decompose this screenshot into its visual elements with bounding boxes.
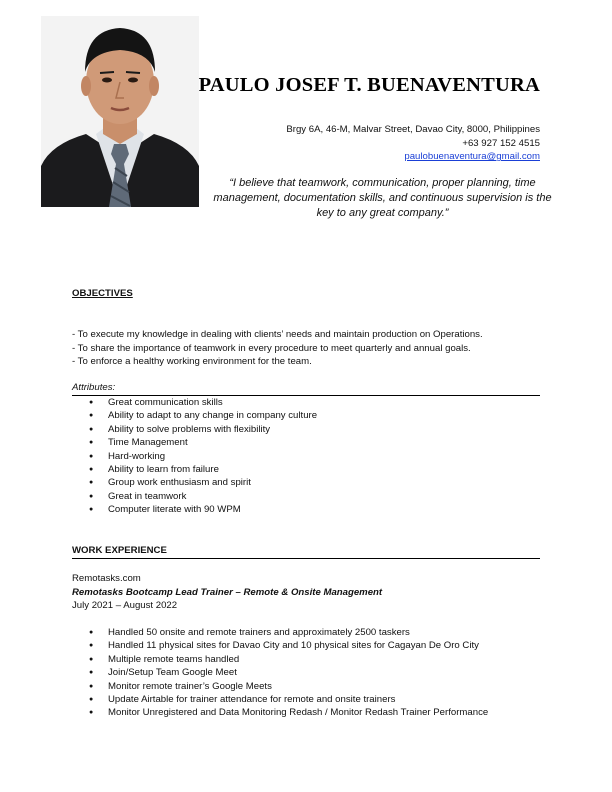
attribute-item: ● Ability to adapt to any change in company culture: [72, 409, 317, 422]
job-entry: [72, 572, 382, 613]
duty-item: ● Multiple remote teams handled: [72, 653, 488, 666]
objective-item: - To enforce a healthy working environment for the team.: [72, 356, 312, 368]
duty-item: ● Handled 50 onsite and remote trainers and approximately 2500 taskers: [72, 626, 488, 639]
work-experience-heading: WORK EXPERIENCE: [72, 545, 167, 556]
address-text: Brgy 6A, 46-M, Malvar Street, Davao City, 8000, Philippines: [286, 124, 540, 135]
work-experience-divider: [72, 558, 540, 559]
objectives-heading: OBJECTIVES: [72, 288, 133, 299]
attributes-label: Attributes:: [72, 382, 116, 393]
attribute-item: ● Great communication skills: [72, 396, 317, 409]
duty-item: ● Monitor remote trainer’s Google Meets: [72, 680, 488, 693]
profile-photo: [41, 16, 199, 207]
attribute-item: ● Ability to learn from failure: [72, 463, 317, 476]
duty-item: ● Join/Setup Team Google Meet: [72, 666, 488, 679]
job-duties-list: [72, 626, 488, 720]
job-dates: July 2021 – August 2022: [72, 600, 178, 612]
duty-item: ● Handled 11 physical sites for Davao City and 10 physical sites for Cagayan De Oro City: [72, 639, 488, 652]
profile-portrait-image: [41, 16, 199, 207]
personal-quote: “I believe that teamwork, communication, proper planning, time management, documentation skills, and continuous supervision is the key to any great company.”: [213, 177, 552, 219]
attribute-item: ● Group work enthusiasm and spirit: [72, 476, 317, 489]
objective-item: - To share the importance of teamwork in every procedure to meet quarterly and annual goals.: [72, 342, 471, 354]
phone-text: +63 927 152 4515: [462, 137, 540, 149]
attribute-item: ● Computer literate with 90 WPM: [72, 503, 317, 516]
duty-item: ● Update Airtable for trainer attendance for remote and onsite trainers: [72, 693, 488, 706]
objectives-list: [72, 328, 483, 369]
company-name: Remotasks.com: [72, 573, 141, 584]
email-link[interactable]: paulobuenaventura@gmail.com: [404, 151, 540, 163]
attribute-item: ● Time Management: [72, 436, 317, 449]
attributes-list: [72, 396, 317, 517]
attribute-item: ● Great in teamwork: [72, 490, 317, 503]
attribute-item: ● Ability to solve problems with flexibility: [72, 423, 317, 436]
candidate-name: PAULO JOSEF T. BUENAVENTURA: [198, 74, 540, 96]
duty-item: ● Monitor Unregistered and Data Monitoring Redash / Monitor Redash Trainer Performance: [72, 706, 488, 719]
contact-block: [286, 123, 540, 164]
attribute-item: ● Hard-working: [72, 450, 317, 463]
objective-item: - To execute my knowledge in dealing with clients’ needs and maintain production on Operations.: [72, 329, 483, 340]
job-title: Remotasks Bootcamp Lead Trainer – Remote & Onsite Management: [72, 586, 383, 598]
